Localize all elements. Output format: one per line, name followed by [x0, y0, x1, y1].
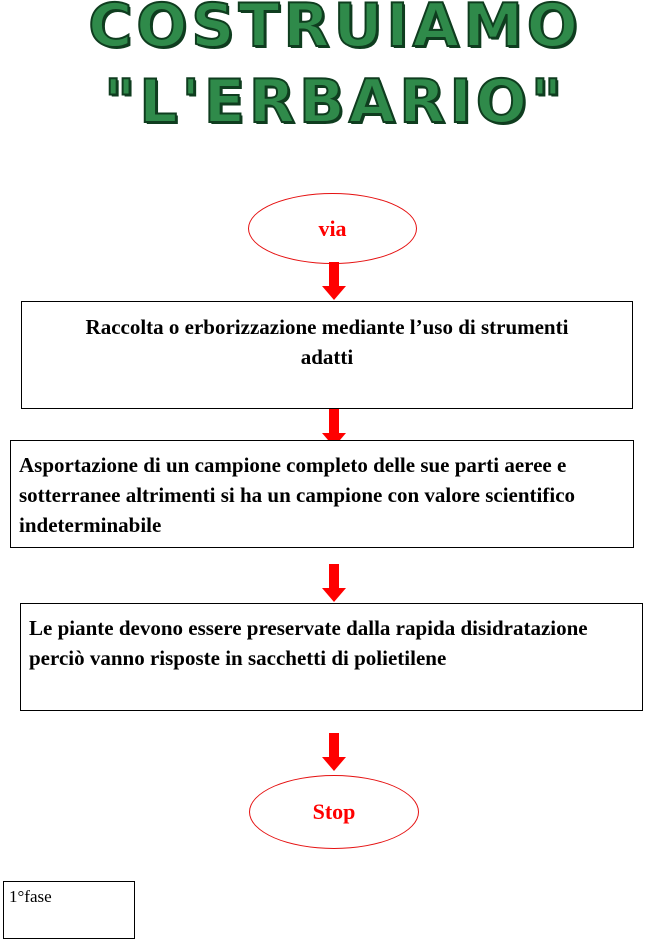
end-oval	[249, 775, 419, 849]
down-arrow-icon	[322, 733, 346, 771]
step-text-3: Le piante devono essere preservate dalla rapida disidratazione perciò vanno risposte in sacchetti di polietilene	[29, 616, 588, 670]
phase-label-box	[3, 881, 135, 939]
step-text-1: Raccolta o erborizzazione mediante l’uso di strumenti adatti	[85, 315, 569, 369]
start-label: via	[318, 215, 347, 241]
step-box-2	[10, 440, 634, 548]
step-text-2: Asportazione di un campione completo delle sue parti aeree e sotterranee altrimenti si ha un campione con valore scientifico indeterminabile	[19, 453, 576, 537]
down-arrow-icon	[322, 564, 346, 602]
end-label: Stop	[312, 799, 356, 824]
title-line-1: COSTRUIAMO	[88, 0, 582, 61]
start-oval	[248, 193, 417, 264]
phase-label: 1°fase	[9, 887, 52, 906]
down-arrow-icon	[322, 262, 346, 300]
title-line-2: "L'ERBARIO"	[103, 67, 566, 137]
step-box-1	[21, 301, 633, 409]
step-box-3	[20, 603, 643, 711]
